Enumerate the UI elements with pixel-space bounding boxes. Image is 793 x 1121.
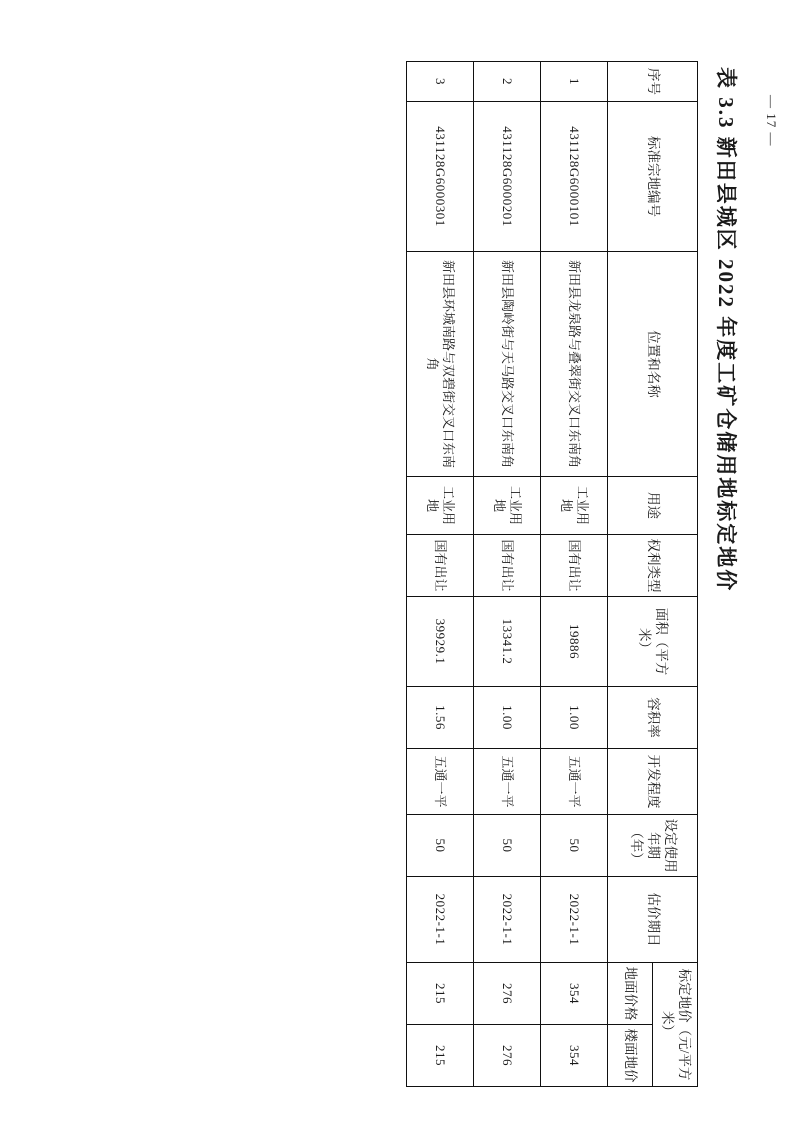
cell-floor-area-ratio: 1.56 <box>406 686 473 748</box>
cell-development-degree: 五通一平 <box>473 748 540 814</box>
cell-use: 工业用地 <box>540 476 607 534</box>
table-row <box>540 61 607 1086</box>
page-number: — 17 — <box>764 95 779 147</box>
th-code: 标准宗地编号 <box>607 101 697 251</box>
th-seq: 序号 <box>607 61 697 101</box>
cell-seq: 3 <box>406 61 473 101</box>
cell-code: 431128G6000301 <box>406 101 473 251</box>
cell-price-ground: 215 <box>406 962 473 1024</box>
cell-years: 50 <box>540 814 607 876</box>
table-row <box>406 61 473 1086</box>
cell-area: 19886 <box>540 596 607 686</box>
cell-seq: 1 <box>540 61 607 101</box>
table-row <box>473 61 540 1086</box>
cell-right-type: 国有出让 <box>473 534 540 596</box>
th-development-degree: 开发程度 <box>607 748 697 814</box>
th-floor-area-ratio: 容积率 <box>607 686 697 748</box>
cell-use: 工业用地 <box>473 476 540 534</box>
table-header <box>607 61 697 1086</box>
cell-price-ground: 276 <box>473 962 540 1024</box>
cell-valuation-date: 2022-1-1 <box>473 876 540 962</box>
cell-floor-area-ratio: 1.00 <box>473 686 540 748</box>
table-header-row-1 <box>652 61 697 1086</box>
cell-development-degree: 五通一平 <box>540 748 607 814</box>
cell-name: 新田县环城南路与双碧街交叉口东南角 <box>406 251 473 476</box>
landscape-content <box>52 61 742 1082</box>
cell-area: 39929.1 <box>406 596 473 686</box>
cell-right-type: 国有出让 <box>540 534 607 596</box>
cell-name: 新田县龙泉路与叠翠街交叉口东南角 <box>540 251 607 476</box>
cell-price-floor: 276 <box>473 1024 540 1086</box>
cell-price-floor: 354 <box>540 1024 607 1086</box>
th-price-ground: 地面价格 <box>607 962 652 1024</box>
cell-valuation-date: 2022-1-1 <box>406 876 473 962</box>
table-body <box>406 61 607 1086</box>
th-years: 设定使用年期（年） <box>607 814 697 876</box>
cell-valuation-date: 2022-1-1 <box>540 876 607 962</box>
th-area: 面积（平方米） <box>607 596 697 686</box>
th-name: 位置和名称 <box>607 251 697 476</box>
cell-years: 50 <box>406 814 473 876</box>
cell-development-degree: 五通一平 <box>406 748 473 814</box>
cell-seq: 2 <box>473 61 540 101</box>
standard-land-price-table <box>406 61 698 1087</box>
th-price-floor: 楼面地价 <box>607 1024 652 1086</box>
cell-years: 50 <box>473 814 540 876</box>
cell-floor-area-ratio: 1.00 <box>540 686 607 748</box>
cell-price-ground: 354 <box>540 962 607 1024</box>
cell-use: 工业用地 <box>406 476 473 534</box>
cell-price-floor: 215 <box>406 1024 473 1086</box>
page-title: 表 3.3 新田县城区 2022 年度工矿仓储用地标定地价 <box>713 66 738 592</box>
cell-right-type: 国有出让 <box>406 534 473 596</box>
cell-area: 13341.2 <box>473 596 540 686</box>
cell-code: 431128G6000101 <box>540 101 607 251</box>
cell-name: 新田县陶岭街与天马路交叉口东南角 <box>473 251 540 476</box>
th-valuation-date: 估价期日 <box>607 876 697 962</box>
th-right-type: 权利类型 <box>607 534 697 596</box>
th-use: 用途 <box>607 476 697 534</box>
cell-code: 431128G6000201 <box>473 101 540 251</box>
th-price-group: 标定地价（元/平方米） <box>652 962 697 1086</box>
